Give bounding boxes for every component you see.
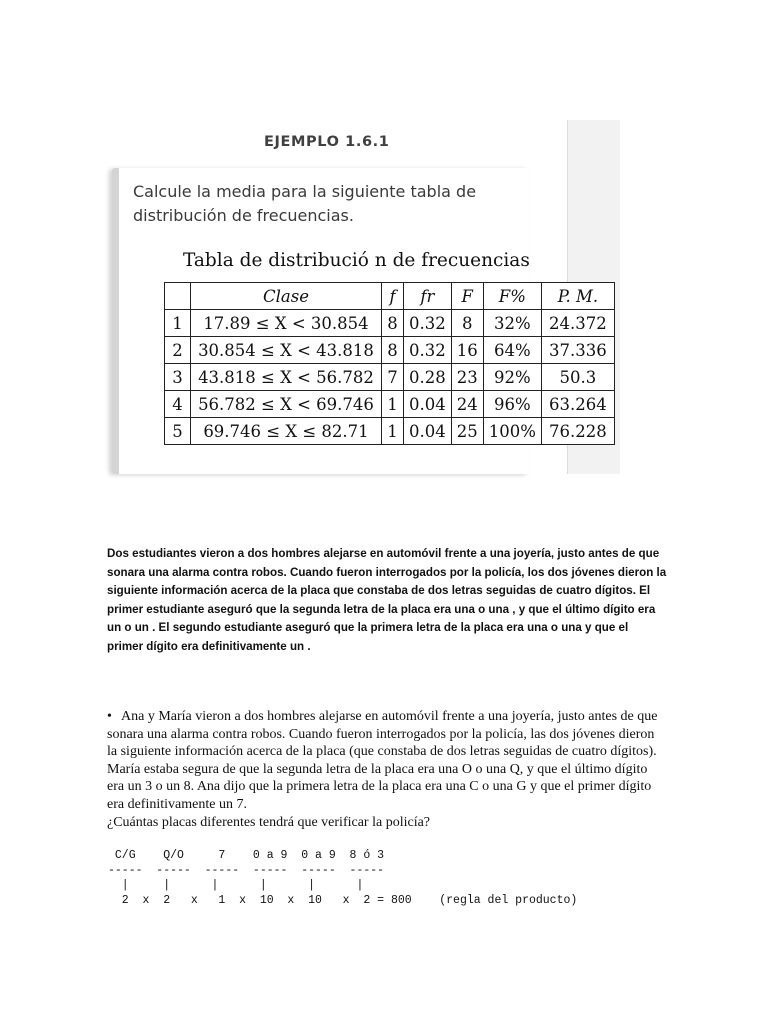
example-title: EJEMPLO 1.6.1 [264, 134, 390, 150]
table-row [165, 310, 615, 337]
bullet-icon: • [107, 709, 112, 724]
cell-F: 23 [451, 364, 483, 391]
table-row [165, 364, 615, 391]
cell-f: 8 [382, 310, 404, 337]
cell-pm: 24.372 [541, 310, 614, 337]
cell-index: 3 [165, 364, 191, 391]
header-pm: P. M. [541, 283, 614, 310]
problem-paragraph [107, 708, 667, 831]
problem-question: ¿Cuántas placas diferentes tendrá que verificar la policía? [107, 814, 431, 830]
cell-fr: 0.32 [404, 337, 452, 364]
cell-clase: 30.854 ≤ X < 43.818 [191, 337, 382, 364]
header-F-percent: F% [483, 283, 541, 310]
cell-fr: 0.04 [404, 391, 452, 418]
cell-clase: 17.89 ≤ X < 30.854 [191, 310, 382, 337]
table-header-row [165, 283, 615, 310]
cell-index: 1 [165, 310, 191, 337]
problem-paragraph-bold: Dos estudiantes vieron a dos hombres alejarse en automóvil frente a una joyería, justo antes de que sonara una alarma contra robos. Cuando fueron interrogados por la policía, los dos jóvenes dieron la siguiente información acerca de la placa que constaba de dos letras seguidas de cuatro dígitos. El primer estudiante aseguró que la segunda letra de la placa era una o una , y que el último dígito era un o un . El segundo estudiante aseguró que la primera letra de la placa era una o una y que el primer dígito era definitivamente un . [107, 547, 667, 653]
cell-f: 8 [382, 337, 404, 364]
cell-F: 25 [451, 418, 483, 445]
cell-index: 5 [165, 418, 191, 445]
cell-F-percent: 32% [483, 310, 541, 337]
cell-F-percent: 64% [483, 337, 541, 364]
cell-f: 7 [382, 364, 404, 391]
cell-clase: 56.782 ≤ X < 69.746 [191, 391, 382, 418]
card-instruction-text: Calcule la media para la siguiente tabla de distribución de frecuencias. [133, 182, 477, 225]
header-index [165, 283, 191, 310]
cell-fr: 0.04 [404, 418, 452, 445]
cell-pm: 50.3 [541, 364, 614, 391]
cell-F: 8 [451, 310, 483, 337]
header-clase: Clase [191, 283, 382, 310]
header-F: F [451, 283, 483, 310]
problem-text: Ana y María vieron a dos hombres alejarse en automóvil frente a una joyería, justo antes de que sonara una alarma contra robos. Cuando fueron interrogados por la policía, las dos jóvenes dieron la siguiente información acerca de la placa (que constaba de dos letras seguidas de cuatro dígitos). María estaba segura de que la segunda letra de la placa era una O o una Q, y que el último dígito era un 3 o un 8. Ana dijo que la primera letra de la placa era una C o una G y que el primer dígito era definitivamente un 7. [107, 709, 658, 812]
table-row [165, 337, 615, 364]
cell-f: 1 [382, 418, 404, 445]
cell-fr: 0.32 [404, 310, 452, 337]
table-row [165, 391, 615, 418]
cell-F: 24 [451, 391, 483, 418]
cell-F-percent: 96% [483, 391, 541, 418]
cell-F-percent: 92% [483, 364, 541, 391]
cell-index: 4 [165, 391, 191, 418]
cell-pm: 76.228 [541, 418, 614, 445]
cell-index: 2 [165, 337, 191, 364]
table-row [165, 418, 615, 445]
cell-pm: 63.264 [541, 391, 614, 418]
header-fr: fr [404, 283, 452, 310]
header-f: f [382, 283, 404, 310]
cell-clase: 69.746 ≤ X ≤ 82.71 [191, 418, 382, 445]
cell-F-percent: 100% [483, 418, 541, 445]
cell-pm: 37.336 [541, 337, 614, 364]
table-title: Tabla de distribució n de frecuencias [183, 250, 530, 271]
cell-F: 16 [451, 337, 483, 364]
cell-fr: 0.28 [404, 364, 452, 391]
cell-clase: 43.818 ≤ X < 56.782 [191, 364, 382, 391]
product-rule-calculation: C/G Q/O 7 0 a 9 0 a 9 8 ó 3 ----- ----- ----- ----- ----- ----- | | | | | | 2 x 2 x 1 x 10 x 10 x 2 = 800 (regla del producto) [108, 849, 578, 907]
cell-f: 1 [382, 391, 404, 418]
frequency-table [164, 282, 615, 445]
